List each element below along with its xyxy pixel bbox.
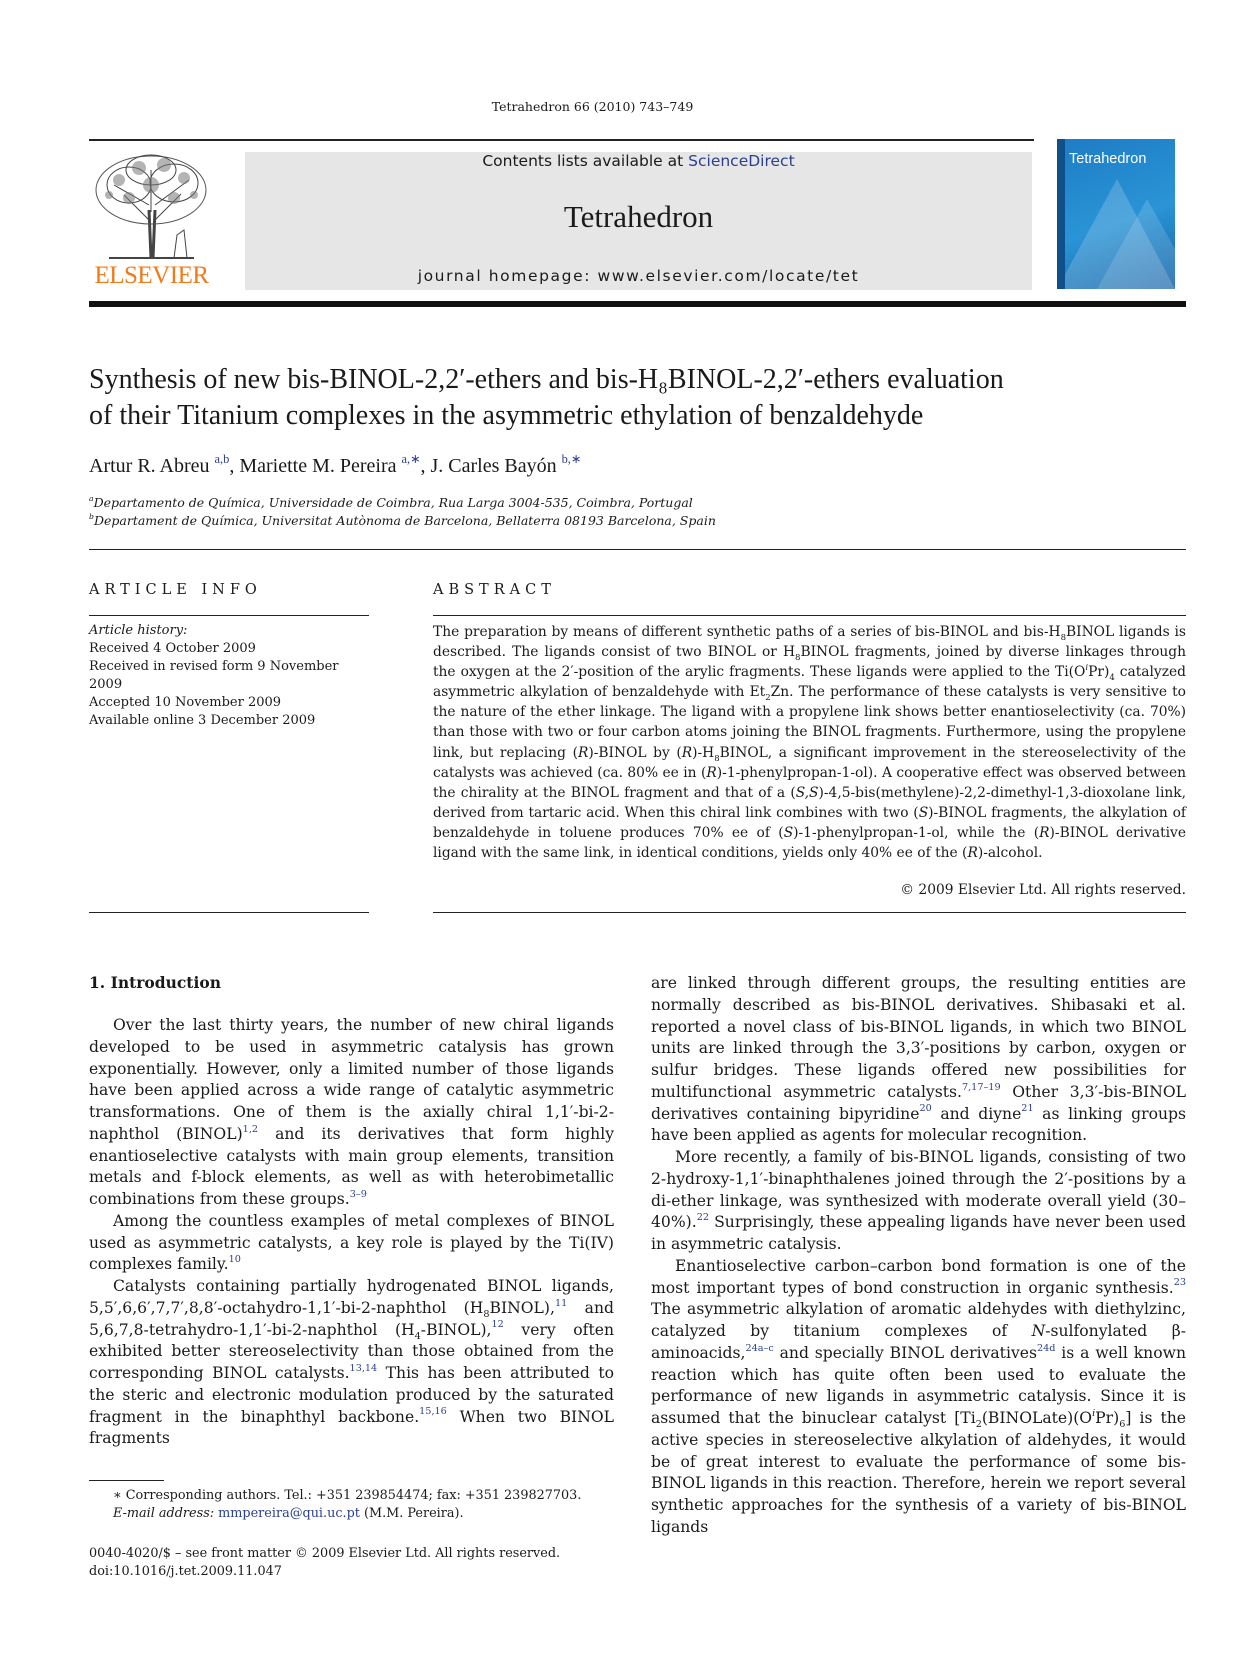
abstract-rule [433,615,1186,616]
corresponding-author-footnote [89,1487,629,1523]
body-paragraph: Among the countless examples of metal complexes of BINOL used as asymmetric catalysts, a key role is played by the Ti(IV) complexes family.$^{10}$ [89,1211,614,1274]
elsevier-logo [89,150,214,290]
body-paragraph: Catalysts containing partially hydrogenated BINOL ligands, 5,5′,6,6′,7,7′,8,8′-octahydro-1,1′-bi-2-naphthol $(H_8BINOL),^{11}$ and 5,6,7,8-tetrahydro-1,1′-bi-2-naphthol $(H_4-BINOL),^{12}$ very often exhibited better stereoselectivity than those obtained from the corresponding BINOL catalysts.$^{13,14}$ This has been attributed to the steric and electronic modulation produced by the saturated fragment in the binaphthyl backbone.$^{15,16}$ When two BINOL fragments [89,1277,615,1448]
footnote-contact: ∗ Corresponding authors. Tel.: +351 239854474; fax: +351 239827703. [113,1488,582,1503]
journal-title: Tetrahedron [563,199,714,234]
doi[interactable]: doi:10.1016/j.tet.2009.11.047 [89,1564,282,1579]
affiliation-mark: a [89,494,94,504]
journal-cover [1057,139,1175,289]
author-marks[interactable]: a,∗ [401,452,421,467]
contents-prefix: Contents lists available at [482,152,689,170]
cover-graphic-icon [1057,139,1175,289]
section-heading-introduction: 1. Introduction [89,973,221,992]
contents-line [245,152,1032,170]
article-title-line-2: of their Titanium complexes in the asymmetric ethylation of benzaldehyde [89,400,924,431]
history-received: Received 4 October 2009 [89,641,256,656]
affiliation-text: Departament de Química, Universitat Autònoma de Barcelona, Bellaterra 08193 Barcelona, Spain [93,513,716,528]
history-online: Available online 3 December 2009 [89,713,316,728]
cover-title: Tetrahedron [1069,151,1147,167]
info-rule-bottom [89,912,369,913]
affiliation-text: Departamento de Química, Universidade de Coimbra, Rua Larga 3004-535, Coimbra, Portugal [93,495,693,510]
front-matter-line: 0040-4020/$ – see front matter © 2009 Elsevier Ltd. All rights reserved. [89,1546,561,1561]
info-rule [89,615,369,616]
history-revised: Received in revised form 9 November 2009 [89,659,339,692]
elsevier-wordmark: ELSEVIER [94,262,209,289]
email-suffix: (M.M. Pereira). [359,1506,464,1521]
footnote-email [89,1505,629,1523]
author-name[interactable]: Artur R. Abreu [89,455,210,477]
author-name[interactable]: J. Carles Bayón [430,455,557,477]
email-link[interactable]: mmpereira@qui.uc.pt [218,1506,360,1521]
body-paragraph: More recently, a family of bis-BINOL ligands, consisting of two 2-hydroxy-1,1′-binaphthalenes joined through the 2′-positions by a di-ether linkage, was synthesized with moderate overall yield (30–40%).$^{22}$ Surprisingly, these appealing ligands have never been used in asymmetric catalysis. [651,1148,1186,1253]
author-marks[interactable]: b,∗ [561,452,582,467]
article-title [89,362,1189,434]
body-paragraph: Enantioselective carbon–carbon bond formation is one of the most important types of bond construction in organic synthesis.$^{23}$ The asymmetric alkylation of aromatic aldehydes with diethylzinc, catalyzed by titanium complexes of N-sulfonylated β-aminoacids,$^{24a-c}$ and specially BINOL derivatives$^{24d}$ is a well known reaction which has quite often been used to evaluate the performance of new ligands in asymmetric catalysis. Since it is assumed that the binuclear catalyst $[Ti_2(BINOLate)(O^iPr)_6]$ is the active species in stereoselective alkylation of aldehydes, it would be of great interest to evaluate the performance of some bis-BINOL ligands in this reaction. Therefore, herein we report several synthetic approaches for the synthesis of a variety of bis-BINOL ligands [651,1256,1186,1536]
affiliation-mark: b [89,512,94,522]
abstract-heading: ABSTRACT [433,582,556,598]
top-rule [89,139,1034,141]
article-history [89,622,369,730]
history-label: Article history: [89,623,188,638]
body-column-left [89,1015,614,1450]
body-column-right [651,973,1186,1539]
journal-reference: Tetrahedron 66 (2010) 743–749 [491,99,694,114]
author-list: Artur R. Abreu $^{a,b}$, Mariette M. Pereira $^{a,∗}$, J. Carles Bayón $^{b,∗}$ [89,452,582,477]
author-name[interactable]: Mariette M. Pereira [239,455,397,477]
body-paragraph: are linked through different groups, the resulting entities are normally described as bis-BINOL derivatives. Shibasaki et al. reported a novel class of bis-BINOL ligands, in which two BINOL units are linked through the 3,3′-positions by carbon, oxygen or sulfur bridges. These ligands offered new possibilities for multifunctional asymmetric catalysts.$^{7,17-19}$ Other 3,3′-bis-BINOL derivatives containing bipyridine$^{20}$ and diyne$^{21}$ as linking groups have been applied as agents for molecular recognition. [651,974,1186,1145]
abstract-body: The preparation by means of different synthetic paths of a series of bis-BINOL and bis-$H_8BINOL$ ligands is described. The ligands consist of two BINOL or $H_8BINOL$ fragments, joined by diverse linkages through the oxygen at the 2′-position of the arylic fragments. These ligands were applied to the $Ti(O^iPr)_4$ catalyzed asymmetric alkylation of benzaldehyde with $Et_2Zn$. The performance of these catalysts is very sensitive to the nature of the ether linkage. The ligand with a propylene link shows better enantioselectivity (ca. 70%) than those with two or four carbon atoms joining the BINOL fragments. Furthermore, using the propylene link, but replacing (R)-BINOL by $(R)-H_8BINOL$, a significant improvement in the stereoselectivity of the catalysts was achieved (ca. 80% ee in (R)-1-phenylpropan-1-ol). A cooperative effect was observed between the chirality at the BINOL fragment and that of a (S,S)-4,5-bis(methylene)-2,2-dimethyl-1,3-dioxolane link, derived from tartaric acid. When this chiral link combines with two (S)-BINOL fragments, the alkylation of benzaldehyde in toluene produces 70% ee of (S)-1-phenylpropan-1-ol, while the (R)-BINOL derivative ligand with the same link, in identical conditions, yields only 40% ee of the (R)-alcohol. [433,624,1187,862]
affiliation-a [89,495,989,510]
header-thick-rule [89,301,1186,307]
header-rule [89,549,1186,550]
journal-homepage-link[interactable]: journal homepage: www.elsevier.com/locate/tet [417,267,860,285]
author-marks[interactable]: a,b [214,452,230,467]
article-title-line-1: Synthesis of new bis-BINOL-2,2′-ethers and bis-H₈BINOL-2,2′-ethers evaluation [89,364,1004,395]
article-info-heading: ARTICLE INFO [89,582,262,598]
abstract-copyright: © 2009 Elsevier Ltd. All rights reserved. [900,882,1186,898]
journal-masthead [245,152,1032,290]
sciencedirect-link[interactable]: ScienceDirect [688,152,795,170]
tree-icon [89,150,214,262]
footnote-rule [89,1480,164,1481]
email-label: E-mail address: [113,1506,219,1521]
abstract-rule-bottom [433,912,1186,913]
front-matter [89,1545,629,1581]
history-accepted: Accepted 10 November 2009 [89,695,282,710]
body-paragraph: Over the last thirty years, the number of new chiral ligands developed to be used in asymmetric catalysis has grown exponentially. However, only a limited number of those ligands have been applied across a wide range of catalytic asymmetric transformations. One of them is the axially chiral 1,1′-bi-2-naphthol (BINOL)$^{1,2}$ and its derivatives that form highly enantioselective catalysts with main group elements, transition metals and f-block elements, as well as with heterobimetallic combinations from these groups.$^{3-9}$ [89,1016,615,1208]
affiliation-b [89,513,989,528]
